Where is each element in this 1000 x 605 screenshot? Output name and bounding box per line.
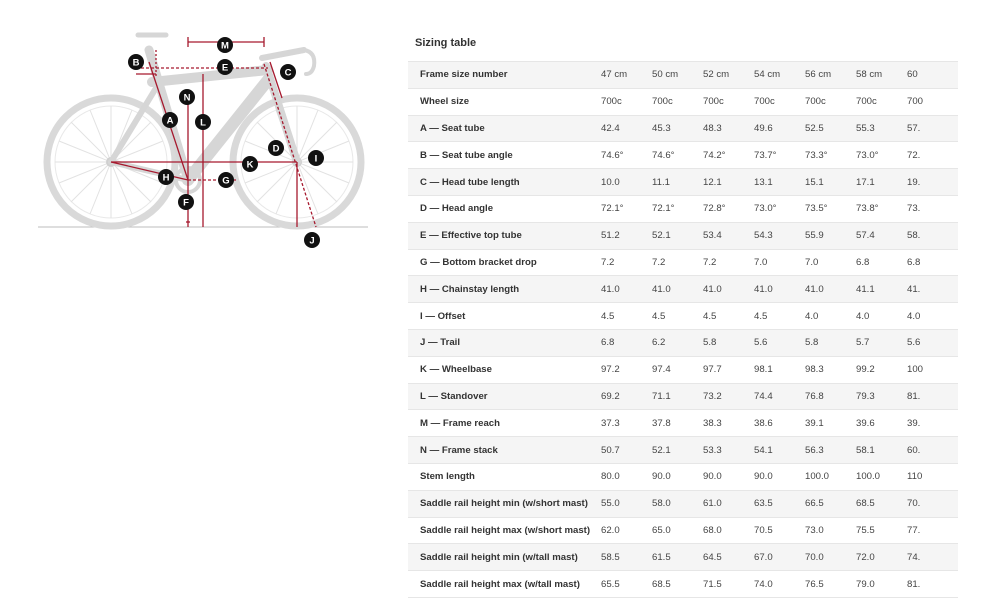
table-cell: 73.7° xyxy=(754,142,805,169)
row-label: C — Head tube length xyxy=(408,169,601,196)
row-label: Saddle rail height min (w/tall mast) xyxy=(408,544,601,571)
table-cell: 4.0 xyxy=(907,303,958,330)
row-label: N — Frame stack xyxy=(408,437,601,464)
table-cell: 6.2 xyxy=(652,329,703,356)
table-cell: 58.1 xyxy=(856,437,907,464)
table-cell: 110 xyxy=(907,463,958,490)
row-label: D — Head angle xyxy=(408,195,601,222)
table-cell: 39.1 xyxy=(805,410,856,437)
table-cell: 53.3 xyxy=(703,437,754,464)
badge-j xyxy=(304,232,320,248)
table-cell: 65.0 xyxy=(652,517,703,544)
table-cell: 700c xyxy=(805,88,856,115)
table-cell: 41.0 xyxy=(601,276,652,303)
table-cell: 7.2 xyxy=(601,249,652,276)
table-cell: 90.0 xyxy=(703,463,754,490)
sizing-table-container xyxy=(408,61,924,598)
row-label: H — Chainstay length xyxy=(408,276,601,303)
badge-h xyxy=(158,169,174,185)
table-cell: 70.5 xyxy=(754,517,805,544)
table-cell: 700c xyxy=(703,88,754,115)
table-row xyxy=(408,410,958,437)
table-row xyxy=(408,169,958,196)
bike-geometry-svg xyxy=(36,22,376,254)
table-cell: 73.0° xyxy=(754,195,805,222)
svg-text:B: B xyxy=(132,57,140,69)
svg-text:G: G xyxy=(222,175,230,187)
table-cell: 71.1 xyxy=(652,383,703,410)
table-cell: 97.4 xyxy=(652,356,703,383)
table-cell: 73.0 xyxy=(805,517,856,544)
table-cell: 61.0 xyxy=(703,490,754,517)
table-row xyxy=(408,490,958,517)
table-cell: 76.5 xyxy=(805,571,856,598)
badge-b xyxy=(128,54,144,70)
table-cell: 74.0 xyxy=(754,571,805,598)
table-cell: 5.8 xyxy=(805,329,856,356)
table-cell: 74. xyxy=(907,544,958,571)
svg-text:A: A xyxy=(166,115,174,127)
svg-text:H: H xyxy=(162,172,170,184)
table-cell: 37.3 xyxy=(601,410,652,437)
table-row xyxy=(408,142,958,169)
table-cell: 49.6 xyxy=(754,115,805,142)
table-row xyxy=(408,463,958,490)
table-cell: 69.2 xyxy=(601,383,652,410)
row-label: I — Offset xyxy=(408,303,601,330)
table-cell: 74.6° xyxy=(652,142,703,169)
table-cell: 71.5 xyxy=(703,571,754,598)
table-cell: 55.0 xyxy=(601,490,652,517)
sizing-table-title: Sizing table xyxy=(415,37,477,49)
row-label: M — Frame reach xyxy=(408,410,601,437)
table-cell: 72.1° xyxy=(601,195,652,222)
table-cell: 55.9 xyxy=(805,222,856,249)
table-cell: 70. xyxy=(907,490,958,517)
table-row xyxy=(408,222,958,249)
table-row xyxy=(408,517,958,544)
table-cell: 52.1 xyxy=(652,437,703,464)
svg-text:F: F xyxy=(183,197,189,209)
table-cell: 97.2 xyxy=(601,356,652,383)
badge-g xyxy=(218,172,234,188)
table-cell: 4.5 xyxy=(652,303,703,330)
table-cell: 39. xyxy=(907,410,958,437)
table-cell: 62.0 xyxy=(601,517,652,544)
table-cell: 51.2 xyxy=(601,222,652,249)
table-cell: 4.5 xyxy=(703,303,754,330)
table-cell: 74.2° xyxy=(703,142,754,169)
table-cell: 11.1 xyxy=(652,169,703,196)
table-cell: 19. xyxy=(907,169,958,196)
table-cell: 79.3 xyxy=(856,383,907,410)
table-cell: 39.6 xyxy=(856,410,907,437)
table-cell: 4.0 xyxy=(856,303,907,330)
row-label: Saddle rail height min (w/short mast) xyxy=(408,490,601,517)
table-cell: 58.5 xyxy=(601,544,652,571)
table-cell: 55.3 xyxy=(856,115,907,142)
badge-d xyxy=(268,140,284,156)
table-cell: 68.5 xyxy=(652,571,703,598)
badge-e xyxy=(217,59,233,75)
table-cell: 81. xyxy=(907,571,958,598)
svg-text:C: C xyxy=(284,67,292,79)
table-row xyxy=(408,329,958,356)
table-cell: 37.8 xyxy=(652,410,703,437)
table-cell: 90.0 xyxy=(652,463,703,490)
table-cell: 12.1 xyxy=(703,169,754,196)
table-cell: 58.0 xyxy=(652,490,703,517)
table-cell: 56 cm xyxy=(805,62,856,89)
table-cell: 77. xyxy=(907,517,958,544)
row-label: Wheel size xyxy=(408,88,601,115)
table-cell: 5.8 xyxy=(703,329,754,356)
table-header-row xyxy=(408,62,958,89)
badge-l xyxy=(195,114,211,130)
table-cell: 98.1 xyxy=(754,356,805,383)
table-cell: 60 xyxy=(907,62,958,89)
table-row xyxy=(408,571,958,598)
table-cell: 63.5 xyxy=(754,490,805,517)
row-label: B — Seat tube angle xyxy=(408,142,601,169)
table-cell: 66.5 xyxy=(805,490,856,517)
row-label: L — Standover xyxy=(408,383,601,410)
table-cell: 7.2 xyxy=(652,249,703,276)
badge-i xyxy=(308,150,324,166)
table-cell: 67.0 xyxy=(754,544,805,571)
table-cell: 54.3 xyxy=(754,222,805,249)
table-cell: 5.7 xyxy=(856,329,907,356)
table-cell: 38.3 xyxy=(703,410,754,437)
table-cell: 76.8 xyxy=(805,383,856,410)
table-cell: 52.1 xyxy=(652,222,703,249)
table-cell: 4.5 xyxy=(754,303,805,330)
table-cell: 100.0 xyxy=(856,463,907,490)
table-cell: 41.0 xyxy=(754,276,805,303)
table-cell: 57. xyxy=(907,115,958,142)
table-cell: 79.0 xyxy=(856,571,907,598)
table-cell: 15.1 xyxy=(805,169,856,196)
table-cell: 7.0 xyxy=(805,249,856,276)
table-row xyxy=(408,249,958,276)
table-cell: 74.4 xyxy=(754,383,805,410)
table-cell: 6.8 xyxy=(601,329,652,356)
table-cell: 5.6 xyxy=(907,329,958,356)
row-label: Saddle rail height max (w/short mast) xyxy=(408,517,601,544)
table-cell: 13.1 xyxy=(754,169,805,196)
badge-c xyxy=(280,64,296,80)
table-cell: 47 cm xyxy=(601,62,652,89)
table-cell: 50.7 xyxy=(601,437,652,464)
table-cell: 42.4 xyxy=(601,115,652,142)
table-cell: 80.0 xyxy=(601,463,652,490)
table-row xyxy=(408,88,958,115)
table-cell: 73.8° xyxy=(856,195,907,222)
table-cell: 41.0 xyxy=(703,276,754,303)
table-cell: 72. xyxy=(907,142,958,169)
table-row xyxy=(408,383,958,410)
table-cell: 5.6 xyxy=(754,329,805,356)
table-cell: 7.2 xyxy=(703,249,754,276)
table-cell: 6.8 xyxy=(856,249,907,276)
table-cell: 700 xyxy=(907,88,958,115)
svg-text:K: K xyxy=(246,159,254,171)
svg-text:I: I xyxy=(314,153,318,165)
row-label: Saddle rail height max (w/tall mast) xyxy=(408,571,601,598)
table-cell: 68.0 xyxy=(703,517,754,544)
table-cell: 73.2 xyxy=(703,383,754,410)
table-cell: 700c xyxy=(601,88,652,115)
table-cell: 73.3° xyxy=(805,142,856,169)
row-label: G — Bottom bracket drop xyxy=(408,249,601,276)
table-cell: 50 cm xyxy=(652,62,703,89)
badge-n xyxy=(179,89,195,105)
svg-text:L: L xyxy=(200,117,206,129)
table-cell: 75.5 xyxy=(856,517,907,544)
table-cell: 4.5 xyxy=(601,303,652,330)
row-label: K — Wheelbase xyxy=(408,356,601,383)
table-cell: 700c xyxy=(856,88,907,115)
table-cell: 73.0° xyxy=(856,142,907,169)
table-row xyxy=(408,276,958,303)
table-cell: 58 cm xyxy=(856,62,907,89)
table-cell: 61.5 xyxy=(652,544,703,571)
table-cell: 700c xyxy=(652,88,703,115)
table-row xyxy=(408,195,958,222)
table-cell: 64.5 xyxy=(703,544,754,571)
table-cell: 73.5° xyxy=(805,195,856,222)
table-cell: 70.0 xyxy=(805,544,856,571)
table-row xyxy=(408,356,958,383)
table-row xyxy=(408,115,958,142)
table-cell: 17.1 xyxy=(856,169,907,196)
table-cell: 97.7 xyxy=(703,356,754,383)
table-cell: 58. xyxy=(907,222,958,249)
row-label: E — Effective top tube xyxy=(408,222,601,249)
badge-f xyxy=(178,194,194,210)
row-label: Frame size number xyxy=(408,62,601,89)
svg-text:J: J xyxy=(309,235,315,247)
table-cell: 52.5 xyxy=(805,115,856,142)
table-cell: 60. xyxy=(907,437,958,464)
svg-text:N: N xyxy=(183,92,191,104)
table-cell: 57.4 xyxy=(856,222,907,249)
svg-text:D: D xyxy=(272,143,280,155)
table-cell: 38.6 xyxy=(754,410,805,437)
row-label: A — Seat tube xyxy=(408,115,601,142)
table-cell: 41.1 xyxy=(856,276,907,303)
table-cell: 90.0 xyxy=(754,463,805,490)
table-cell: 7.0 xyxy=(754,249,805,276)
table-cell: 54.1 xyxy=(754,437,805,464)
row-label: Stem length xyxy=(408,463,601,490)
table-cell: 74.6° xyxy=(601,142,652,169)
table-cell: 72.1° xyxy=(652,195,703,222)
table-cell: 98.3 xyxy=(805,356,856,383)
row-label: J — Trail xyxy=(408,329,601,356)
table-cell: 700c xyxy=(754,88,805,115)
table-row xyxy=(408,437,958,464)
bike-geometry-diagram xyxy=(36,22,376,254)
table-row xyxy=(408,303,958,330)
table-cell: 41.0 xyxy=(652,276,703,303)
table-cell: 81. xyxy=(907,383,958,410)
table-cell: 4.0 xyxy=(805,303,856,330)
table-cell: 6.8 xyxy=(907,249,958,276)
table-cell: 41. xyxy=(907,276,958,303)
table-cell: 65.5 xyxy=(601,571,652,598)
badge-a xyxy=(162,112,178,128)
table-cell: 100 xyxy=(907,356,958,383)
table-cell: 73. xyxy=(907,195,958,222)
table-cell: 72.0 xyxy=(856,544,907,571)
table-cell: 56.3 xyxy=(805,437,856,464)
table-cell: 48.3 xyxy=(703,115,754,142)
table-row xyxy=(408,544,958,571)
badge-m xyxy=(217,37,233,53)
table-cell: 45.3 xyxy=(652,115,703,142)
table-cell: 10.0 xyxy=(601,169,652,196)
table-cell: 72.8° xyxy=(703,195,754,222)
badge-k xyxy=(242,156,258,172)
sizing-table xyxy=(408,61,958,598)
table-cell: 100.0 xyxy=(805,463,856,490)
table-cell: 52 cm xyxy=(703,62,754,89)
table-cell: 54 cm xyxy=(754,62,805,89)
table-cell: 53.4 xyxy=(703,222,754,249)
table-cell: 68.5 xyxy=(856,490,907,517)
table-cell: 41.0 xyxy=(805,276,856,303)
table-cell: 99.2 xyxy=(856,356,907,383)
svg-text:E: E xyxy=(221,62,229,74)
svg-text:M: M xyxy=(221,40,229,52)
